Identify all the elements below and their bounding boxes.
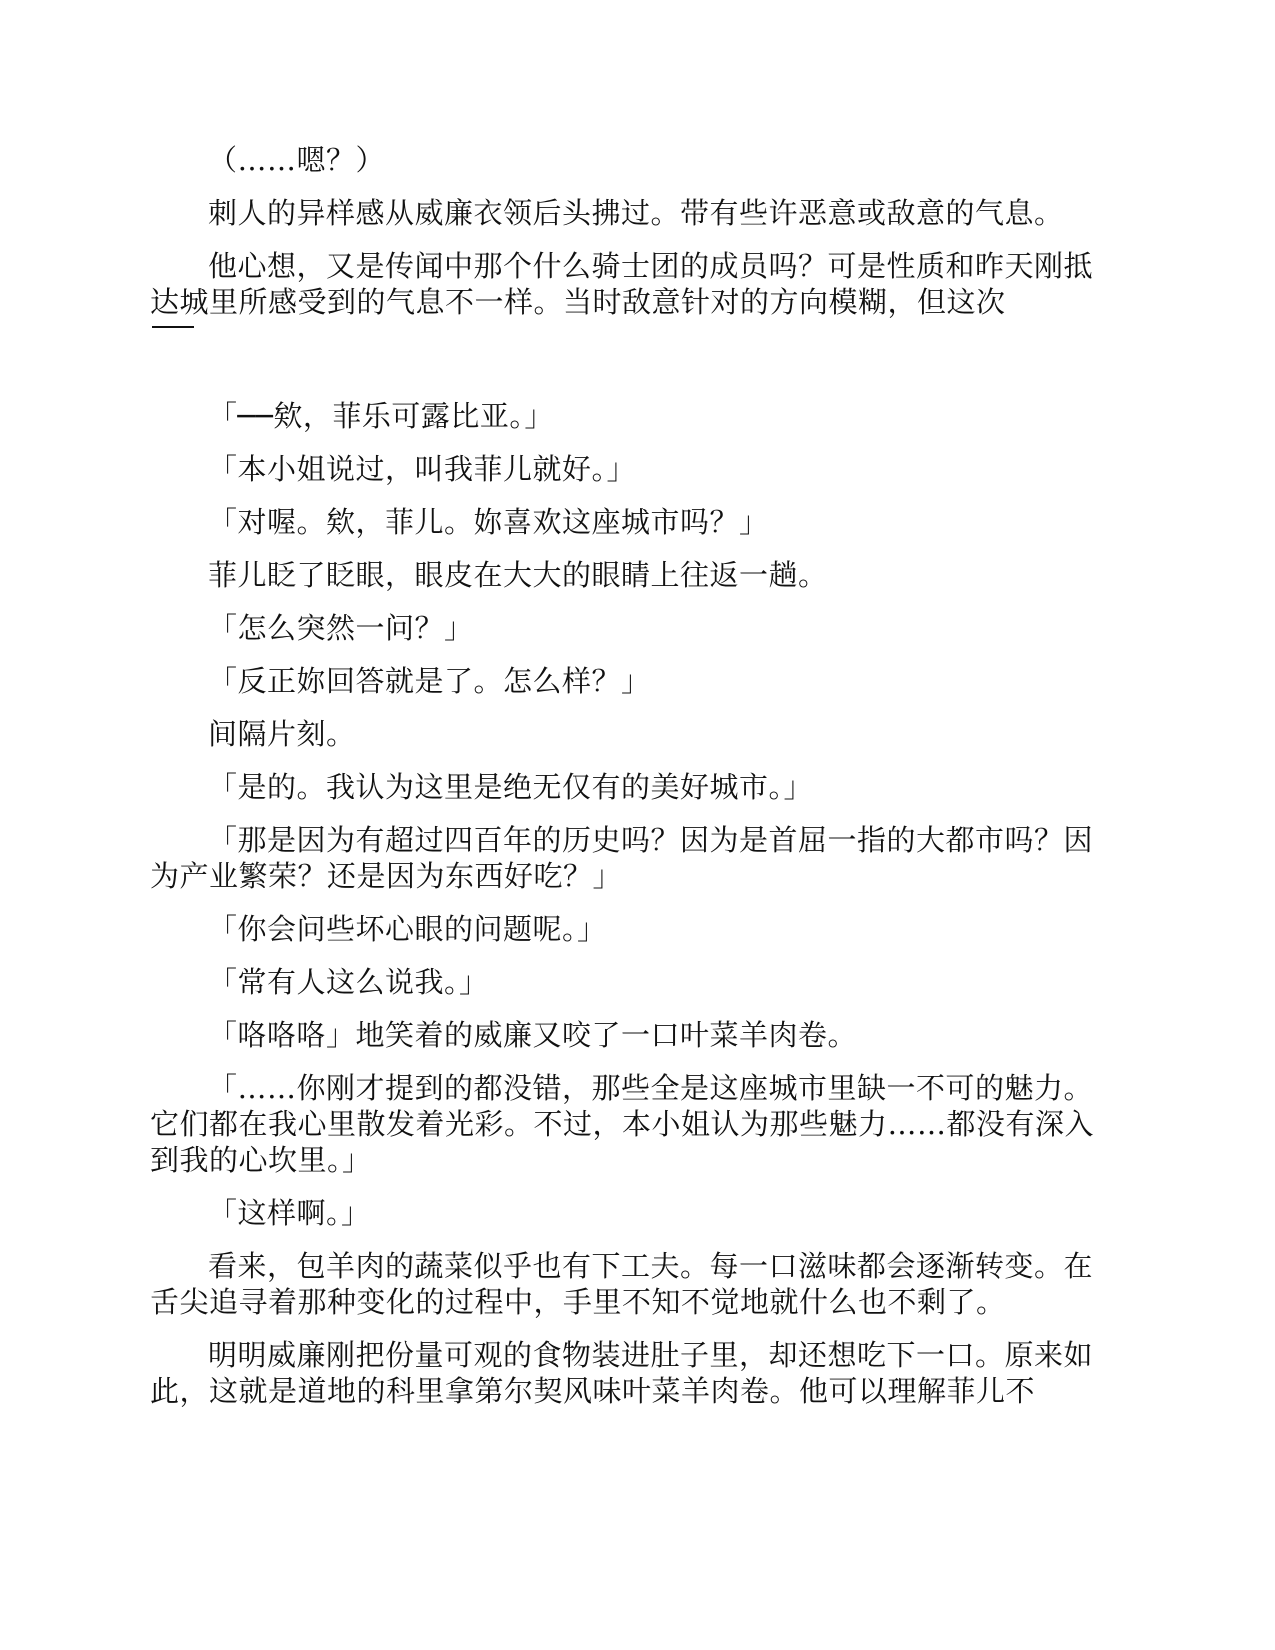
paragraph: 他心想，又是传闻中那个什么骑士团的成员吗？可是性质和昨天刚抵达城里所感受到的气息不一样。当时敌意针对的方向模糊，但这次 <box>150 249 1094 319</box>
paragraph: 间隔片刻。 <box>208 717 356 751</box>
paragraph: 「怎么突然一问？」 <box>208 611 474 645</box>
paragraph: （……嗯？） <box>208 143 386 177</box>
paragraph: 「──欸，菲乐可露比亚。」 <box>208 399 554 433</box>
paragraph: 「那是因为有超过四百年的历史吗？因为是首屈一指的大都市吗？因为产业繁荣？还是因为东西好吃？」 <box>150 823 1094 893</box>
paragraph: 「反正妳回答就是了。怎么样？」 <box>208 664 651 698</box>
paragraph: 「这样啊。」 <box>208 1196 371 1230</box>
body-text <box>150 142 1120 1426</box>
scene-break <box>150 328 1120 398</box>
paragraph: 菲儿眨了眨眼，眼皮在大大的眼睛上往返一趟。 <box>208 558 828 592</box>
paragraph: 「……你刚才提到的都没错，那些全是这座城市里缺一不可的魅力。它们都在我心里散发着光彩。不过，本小姐认为那些魅力……都没有深入到我的心坎里。」 <box>150 1071 1095 1177</box>
paragraph: 「是的。我认为这里是绝无仅有的美好城市。」 <box>208 770 814 804</box>
paragraph: 「咯咯咯」地笑着的威廉又咬了一口叶菜羊肉卷。 <box>208 1018 858 1052</box>
paragraph: 刺人的异样感从威廉衣领后头拂过。带有些许恶意或敌意的气息。 <box>208 196 1064 230</box>
paragraph: 「对喔。欸，菲儿。妳喜欢这座城市吗？」 <box>208 505 769 539</box>
paragraph: 看来，包羊肉的蔬菜似乎也有下工夫。每一口滋味都会逐渐转变。在舌尖追寻着那种变化的过程中，手里不知不觉地就什么也不剩了。 <box>150 1249 1094 1319</box>
paragraph: 「本小姐说过，叫我菲儿就好。」 <box>208 452 637 486</box>
paragraph: 「你会问些坏心眼的问题呢。」 <box>208 912 607 946</box>
paragraph: 「常有人这么说我。」 <box>208 965 489 999</box>
paragraph: 明明威廉刚把份量可观的食物装进肚子里，却还想吃下一口。原来如此，这就是道地的科里拿第尔契风味叶菜羊肉卷。他可以理解菲儿不 <box>150 1338 1094 1408</box>
